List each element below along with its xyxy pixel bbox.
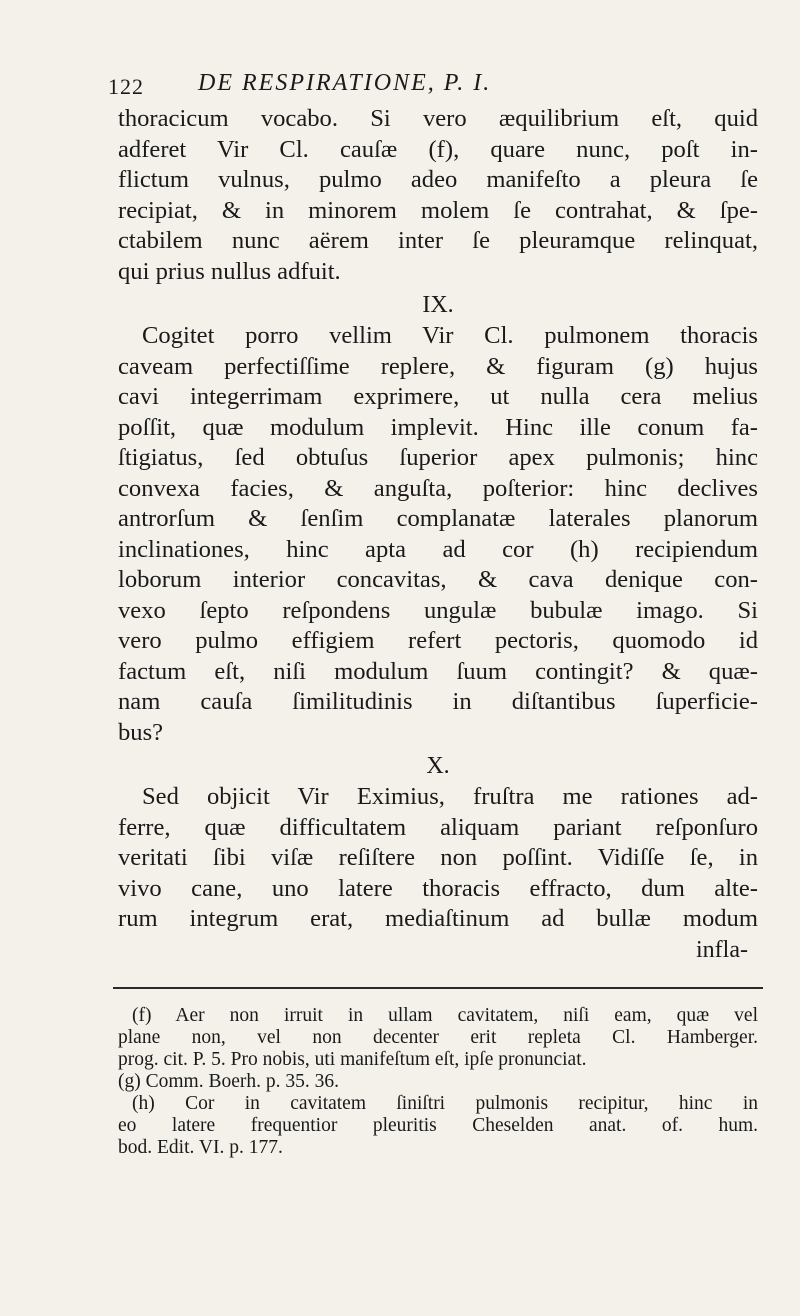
footnote-line: (f) Aer non irruit in ullam cavitatem, niſi eam, quæ vel bbox=[132, 1004, 758, 1026]
text-line: qui prius nullus adfuit. bbox=[118, 257, 341, 285]
footnote-line: bod. Edit. VI. p. 177. bbox=[118, 1136, 283, 1158]
text-line: Cogitet porro vellim Vir Cl. pulmonem thoracis bbox=[142, 322, 758, 349]
text-line: vexo ſepto reſpondens ungulæ bubulæ imago. Si bbox=[118, 596, 758, 624]
text-line: caveam perfectiſſime replere, & figuram (g) hujus bbox=[118, 352, 758, 380]
text-line: cavi integerrimam exprimere, ut nulla cera melius bbox=[118, 383, 758, 410]
text-line: convexa facies, & anguſta, poſterior: hinc declives bbox=[118, 474, 758, 502]
text-line: veritati ſibi viſæ reſiſtere non poſſint. Vidiſſe ſe, in bbox=[118, 844, 758, 871]
section-number-x: X. bbox=[426, 753, 450, 779]
text-line: flictum vulnus, pulmo adeo manifeſto a pleura ſe bbox=[118, 166, 758, 193]
catchword: infla- bbox=[696, 936, 748, 963]
footnote-line: eo latere frequentior pleuritis Cheselden anat. of. hum. bbox=[118, 1114, 758, 1136]
page-number: 122 bbox=[108, 74, 144, 99]
footnote-line: (h) Cor in cavitatem ſiniſtri pulmonis recipitur, hinc in bbox=[132, 1092, 758, 1114]
text-line: Sed objicit Vir Eximius, fruſtra me rationes ad- bbox=[142, 783, 758, 810]
text-line: ſtigiatus, ſed obtuſus ſuperior apex pulmonis; hinc bbox=[118, 444, 758, 471]
text-line: adferet Vir Cl. cauſæ (f), quare nunc, poſt in- bbox=[118, 135, 758, 163]
running-title: DE RESPIRATIONE, P. I. bbox=[198, 70, 492, 96]
text-line: factum eſt, niſi modulum ſuum contingit? & quæ- bbox=[118, 657, 758, 685]
text-line: bus? bbox=[118, 718, 164, 746]
text-line: recipiat, & in minorem molem ſe contrahat, & ſpe- bbox=[118, 196, 758, 224]
text-line: antrorſum & ſenſim complanatæ laterales planorum bbox=[118, 505, 758, 532]
paragraph-1 bbox=[118, 104, 758, 287]
footnote-line: plane non, vel non decenter erit repleta Cl. Hamberger. bbox=[118, 1026, 758, 1048]
book-page bbox=[108, 70, 758, 1159]
text-line: loborum interior concavitas, & cava denique con- bbox=[118, 566, 758, 593]
footnotes bbox=[118, 1005, 758, 1159]
paragraph-2 bbox=[118, 321, 758, 748]
footnote-line: (g) Comm. Boerh. p. 35. 36. bbox=[118, 1070, 339, 1092]
text-line: rum integrum erat, mediaſtinum ad bullæ modum bbox=[118, 905, 758, 932]
main-text bbox=[118, 104, 758, 965]
text-line: ferre, quæ difficultatem aliquam pariant reſponſuro bbox=[118, 813, 758, 841]
section-number-ix: IX. bbox=[422, 292, 454, 318]
paragraph-3 bbox=[118, 782, 758, 935]
footnote-divider bbox=[113, 987, 763, 989]
text-line: vero pulmo effigiem refert pectoris, quomodo id bbox=[118, 627, 758, 654]
text-line: poſſit, quæ modulum implevit. Hinc ille conum fa- bbox=[118, 413, 758, 441]
text-line: nam cauſa ſimilitudinis in diſtantibus ſuperficie- bbox=[118, 688, 758, 715]
footnote-line: prog. cit. P. 5. Pro nobis, uti manifeſtum eſt, ipſe pronunciat. bbox=[118, 1048, 587, 1070]
text-line: inclinationes, hinc apta ad cor (h) recipiendum bbox=[118, 535, 758, 563]
text-line: thoracicum vocabo. Si vero æquilibrium eſt, quid bbox=[118, 105, 758, 132]
running-head bbox=[108, 70, 758, 104]
text-line: vivo cane, uno latere thoracis effracto, dum alte- bbox=[118, 874, 758, 902]
text-line: ctabilem nunc aërem inter ſe pleuramque relinquat, bbox=[118, 227, 758, 254]
